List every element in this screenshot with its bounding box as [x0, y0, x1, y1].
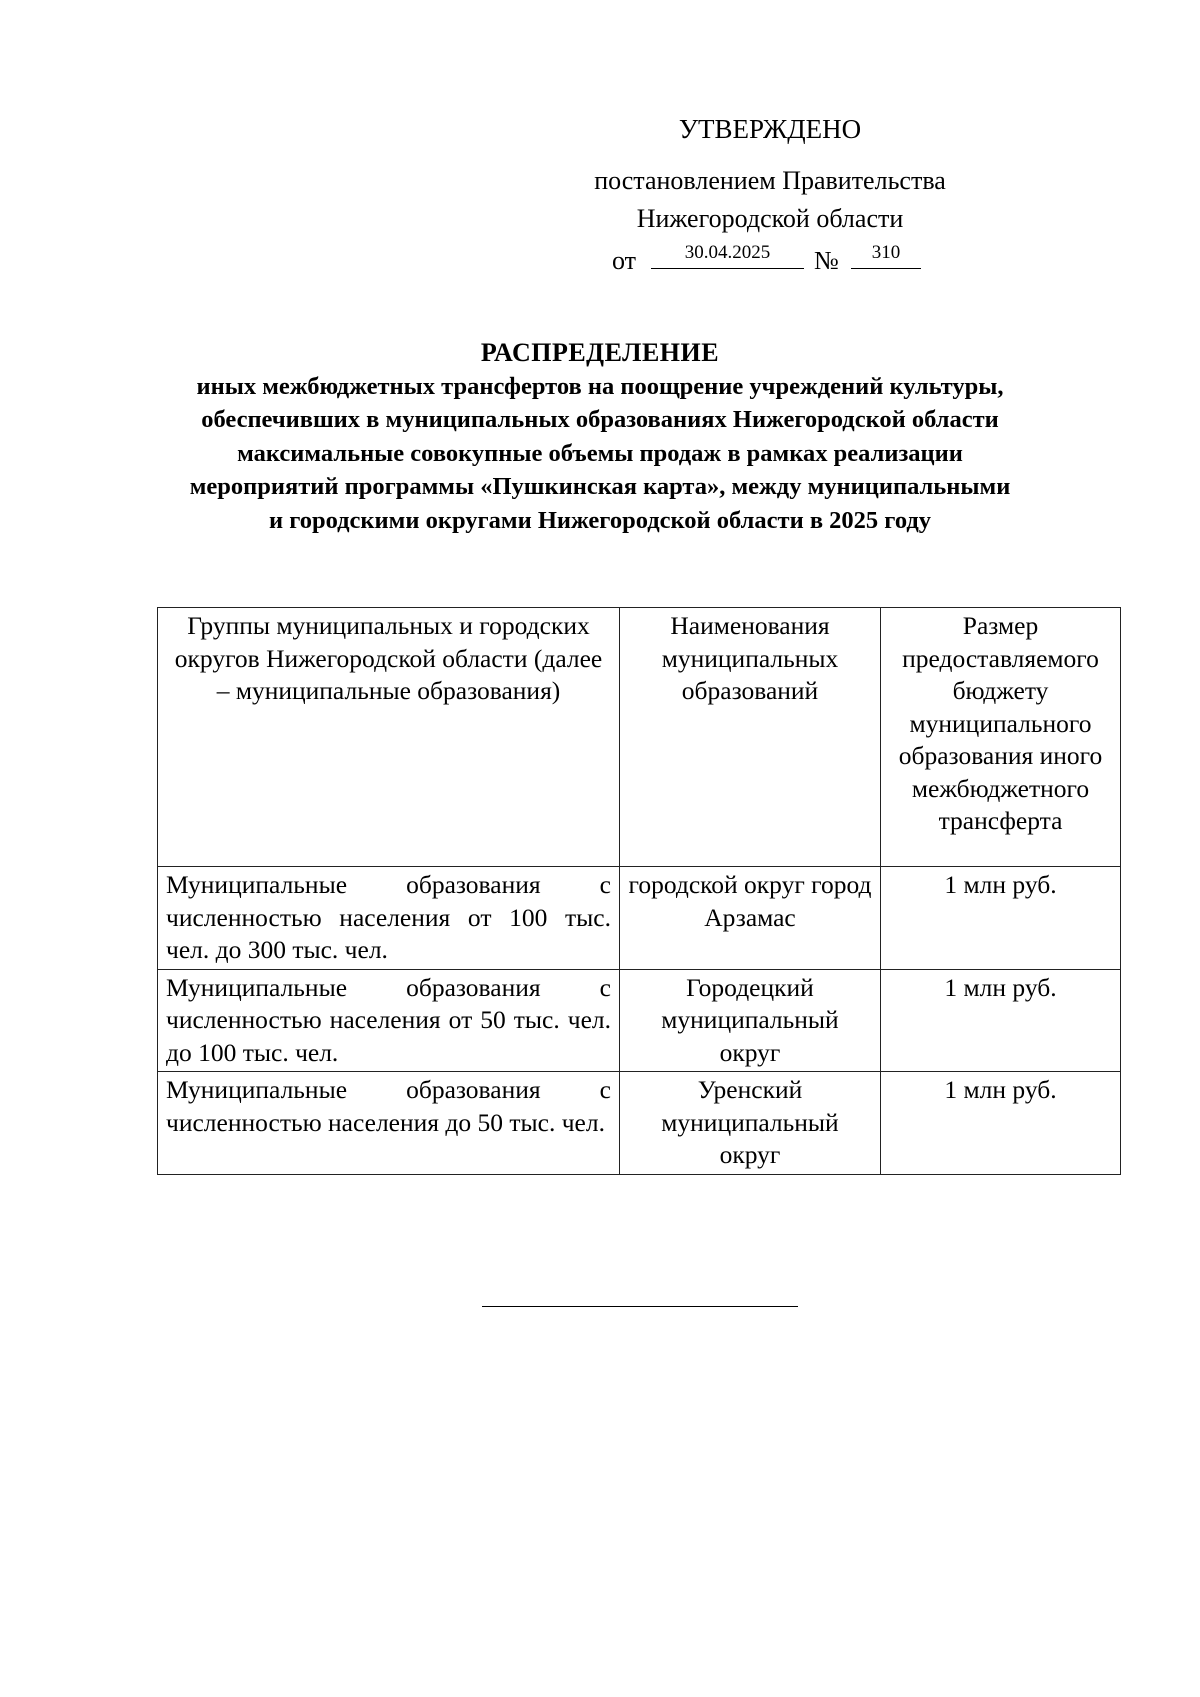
date-from-label: от [612, 246, 637, 275]
amount-cell: 1 млн руб. [881, 1072, 1121, 1175]
group-cell: Муниципальные образования с численностью населения от 100 тыс. чел. до 300 тыс. чел. [158, 867, 620, 970]
approval-number: 310 [851, 238, 921, 269]
document-subtitle-line: максимальные совокупные объемы продаж в рамках реализации [237, 439, 963, 467]
document-subtitle-line: мероприятий программы «Пушкинская карта», между муниципальными [189, 473, 1011, 500]
group-cell: Муниципальные образования с численностью населения до 50 тыс. чел. [158, 1072, 620, 1175]
approval-date: 30.04.2025 [651, 238, 804, 269]
municipality-name-cell: Уренский муниципальный округ [620, 1072, 881, 1175]
table-header-row [158, 608, 1121, 867]
amount-cell: 1 млн руб. [881, 969, 1121, 1072]
municipality-name-cell: городской округ город Арзамас [620, 867, 881, 970]
approved-label: УТВЕРЖДЕНО [678, 114, 862, 144]
table-row [158, 969, 1121, 1072]
document-subtitle-line: обеспечивших в муниципальных образованиях Нижегородской области [201, 406, 999, 433]
distribution-table [157, 607, 1121, 1175]
approval-stamp-block [560, 110, 980, 276]
table-row [158, 867, 1121, 970]
approval-issuer-line-1: постановлением Правительства [594, 166, 946, 195]
document-title-block [140, 336, 1060, 537]
approval-date-number-row [560, 238, 980, 276]
number-sign: № [814, 246, 839, 275]
document-subtitle-line: иных межбюджетных трансфертов на поощрение учреждений культуры, [196, 372, 1004, 400]
group-cell: Муниципальные образования с численностью населения от 50 тыс. чел. до 100 тыс. чел. [158, 969, 620, 1072]
document-subtitle-line: и городскими округами Нижегородской области в 2025 году [268, 506, 932, 534]
municipality-name-cell: Городецкий муниципальный округ [620, 969, 881, 1072]
header-amount: Размер предоставляемого бюджету муниципального образования иного межбюджетного трансферта [881, 608, 1121, 867]
header-names: Наименования муниципальных образований [620, 608, 881, 867]
header-groups: Группы муниципальных и городских округов Нижегородской области (далее – муниципальные образования) [158, 608, 620, 867]
approval-issuer-line-2: Нижегородской области [636, 204, 904, 233]
end-of-document-rule [482, 1306, 798, 1307]
table-row [158, 1072, 1121, 1175]
document-title: РАСПРЕДЕЛЕНИЕ [480, 338, 720, 367]
amount-cell: 1 млн руб. [881, 867, 1121, 970]
